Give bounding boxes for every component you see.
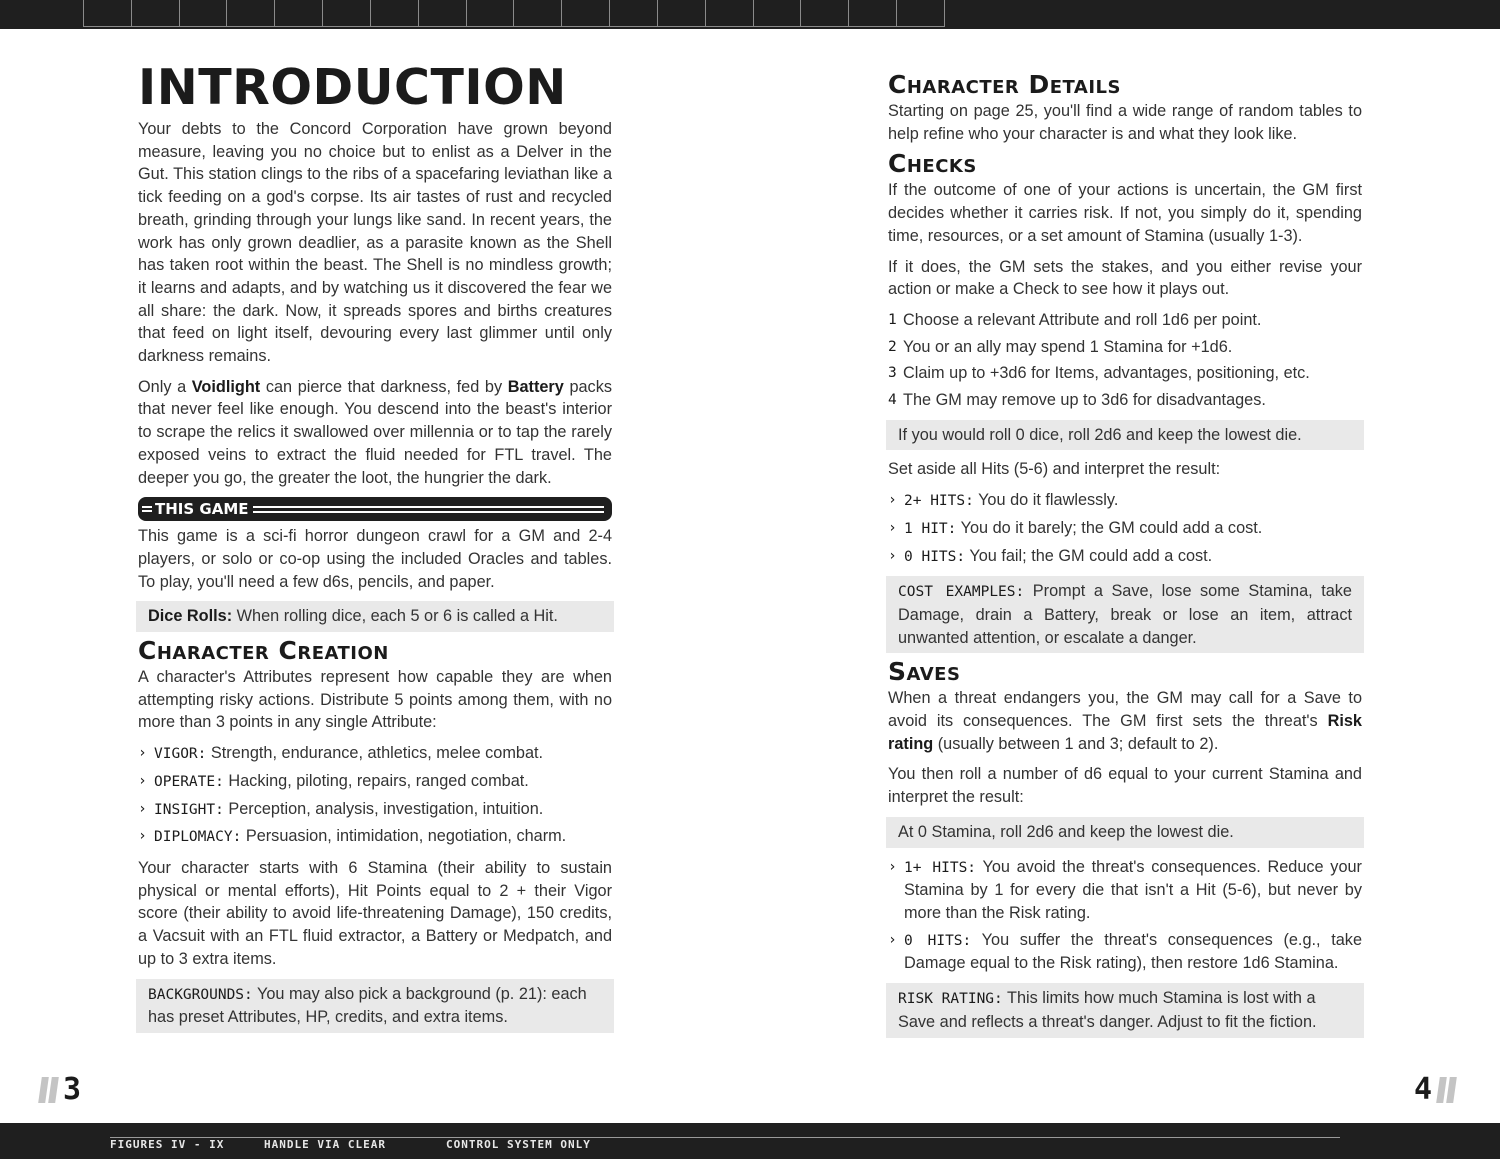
page-number-right: 4	[1414, 1072, 1455, 1107]
attribute-item: › DIPLOMACY: Persuasion, intimidation, negotiation, charm.	[138, 825, 612, 849]
footer-figures: FIGURES IV - IX	[110, 1138, 225, 1151]
check-step: 2 You or an ally may spend 1 Stamina for +1d6.	[888, 337, 1233, 356]
chevron-right-icon: ›	[888, 519, 897, 536]
zero-stamina-callout: At 0 Stamina, roll 2d6 and keep the lowest die.	[886, 817, 1364, 848]
top-bar-grid	[83, 0, 945, 27]
checks-heading: Checks	[888, 149, 977, 179]
check-step: 1 Choose a relevant Attribute and roll 1d6 per point.	[888, 310, 1262, 329]
save-result-item: › 1+ HITS: You avoid the threat's consequences. Reduce your Stamina by 1 for every die that isn't a Hit (5-6), but never by more than the Risk rating.	[888, 856, 1362, 925]
character-details-heading: Character Details	[888, 70, 1121, 99]
risk-rating-callout: RISK RATING: This limits how much Stamina is lost with a Save and reflects a threat's danger. Adjust to fit the fiction.	[886, 983, 1364, 1037]
attribute-list	[138, 742, 612, 849]
chevron-right-icon: ›	[138, 745, 147, 762]
details-paragraph: Starting on page 25, you'll find a wide range of random tables to help refine who your character is and what they look like.	[888, 102, 1362, 143]
chevron-right-icon: ›	[138, 772, 147, 789]
chevron-right-icon: ›	[888, 547, 897, 564]
saves-heading: Saves	[888, 657, 961, 687]
save-result-item: › 0 HITS: You suffer the threat's consequences (e.g., take Damage equal to the Risk rating), then restore 1d6 Stamina.	[888, 929, 1362, 975]
chevron-right-icon: ›	[888, 492, 897, 509]
character-creation-heading: Character Creation	[138, 636, 389, 666]
voidlight-paragraph: Only a Voidlight can pierce that darkness, fed by Battery packs that never feel like enough. You descend into the beast's interior to scrape the relics it swallowed over millennia or to tap the rarely exposed veins to extract the fluid needed for FTL travel. The deeper you go, the greater the loot, the hungrier the dark.	[138, 377, 612, 487]
saves-paragraph-2: You then roll a number of d6 equal to your current Stamina and interpret the result:	[888, 765, 1362, 807]
result-item: › 2+ HITS: You do it flawlessly.	[888, 489, 1362, 513]
right-page	[888, 70, 1362, 1038]
attribute-item: › INSIGHT: Perception, analysis, investigation, intuition.	[138, 798, 612, 822]
page-marker-icon	[1438, 1077, 1455, 1103]
check-step: 3 Claim up to +3d6 for Items, advantages, positioning, etc.	[888, 364, 1310, 383]
backgrounds-callout: BACKGROUNDS: You may also pick a background (p. 21): each has preset Attributes, HP, credits, and extra items.	[136, 979, 614, 1033]
attribute-item: › VIGOR: Strength, endurance, athletics, melee combat.	[138, 742, 612, 766]
chevron-right-icon: ›	[888, 931, 897, 948]
starting-gear-paragraph: Your character starts with 6 Stamina (their ability to sustain physical or mental efforts), Hit Points equal to 2 + their Vigor score (their ability to avoid life-threatening Damage), 150 credits, a Vacsuit with an FTL fluid extractor, a Battery or Medpatch, and up to 3 extra items.	[138, 858, 612, 968]
page-title: INTRODUCTION	[138, 59, 567, 116]
set-aside-line: Set aside all Hits (5-6) and interpret the result:	[888, 460, 1221, 479]
check-results	[888, 489, 1362, 568]
chevron-right-icon: ›	[138, 828, 147, 845]
chevron-right-icon: ›	[138, 800, 147, 817]
save-results	[888, 856, 1362, 976]
checks-paragraph-1: If the outcome of one of your actions is uncertain, the GM first decides whether it carries risk. If not, you simply do it, spending time, resources, or a set amount of Stamina (usually 1-3).	[888, 181, 1362, 245]
saves-paragraph-1: When a threat endangers you, the GM may call for a Save to avoid its consequences. The GM first sets the threat's Risk rating (usually between 1 and 3; default to 2).	[888, 689, 1362, 753]
chevron-right-icon: ›	[888, 858, 897, 875]
intro-paragraph: Your debts to the Concord Corporation have grown beyond measure, leaving you no choice but to enlist as a Delver in the Gut. This station clings to the ribs of a spacefaring leviathan like a tick feeding on a god's corpse. Its air tastes of rust and recycled breath, grinding through your lungs like sand. In recent years, the work has only grown deadlier, as a parasite known as the Shell has taken root within the beast. The Shell is no mindless growth; it learns and adapts, and by watching us it discovered the fear we all share: the dark. Now, it spreads spores and births creatures that feed on light itself, devouring every last glimmer until only darkness remains.	[138, 120, 612, 366]
footer-control: CONTROL SYSTEM ONLY	[446, 1138, 591, 1151]
result-item: › 1 HIT: You do it barely; the GM could add a cost.	[888, 517, 1362, 541]
bottom-bar	[0, 1123, 1500, 1159]
footer-handle: HANDLE VIA CLEAR	[264, 1138, 386, 1151]
check-step: 4 The GM may remove up to 3d6 for disadvantages.	[888, 391, 1266, 410]
result-item: › 0 HITS: You fail; the GM could add a cost.	[888, 545, 1362, 569]
dice-rolls-callout: Dice Rolls: When rolling dice, each 5 or 6 is called a Hit.	[136, 601, 614, 632]
checks-paragraph-2: If it does, the GM sets the stakes, and you either revise your action or make a Check to see how it plays out.	[888, 257, 1362, 299]
this-game-banner	[138, 497, 612, 521]
page-number-left: 3	[40, 1072, 81, 1107]
page-marker-icon	[40, 1077, 57, 1103]
top-bar	[0, 0, 1500, 29]
this-game-paragraph: This game is a sci-fi horror dungeon crawl for a GM and 2-4 players, or solo or co-op using the included Oracles and tables. To play, you'll need a few d6s, pencils, and paper.	[138, 527, 612, 591]
this-game-heading: THIS GAME	[155, 499, 249, 518]
left-page	[138, 58, 612, 1033]
creation-paragraph: A character's Attributes represent how capable they are when attempting risky actions. Distribute 5 points among them, with no more than 3 points in any single Attribute:	[138, 668, 612, 732]
battery-term: Battery	[507, 377, 564, 396]
zero-dice-callout: If you would roll 0 dice, roll 2d6 and keep the lowest die.	[886, 420, 1364, 451]
check-steps	[888, 309, 1362, 412]
cost-examples-callout: COST EXAMPLES: Prompt a Save, lose some Stamina, take Damage, drain a Battery, break or lose an item, attract unwanted attention, or escalate a danger.	[886, 576, 1364, 653]
voidlight-term: Voidlight	[191, 377, 261, 396]
attribute-item: › OPERATE: Hacking, piloting, repairs, ranged combat.	[138, 770, 612, 794]
